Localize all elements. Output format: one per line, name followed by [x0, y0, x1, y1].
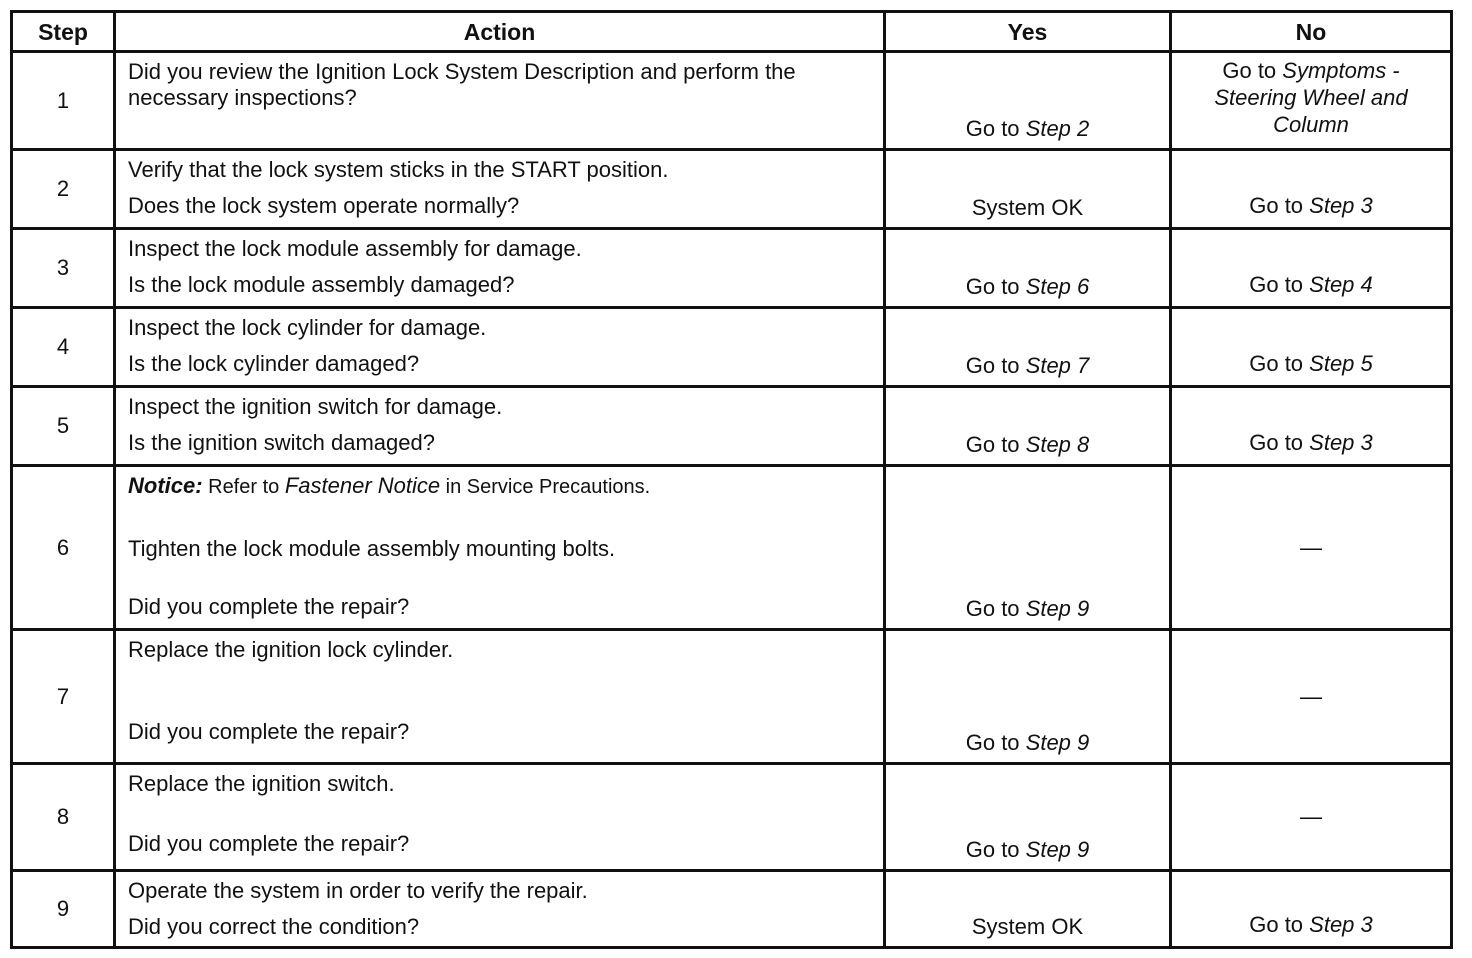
notice-label: Notice:	[128, 473, 203, 498]
no-cell	[1171, 871, 1452, 948]
no-step-link[interactable]: Step 5	[1309, 351, 1373, 376]
yes-prefix: Go to	[965, 353, 1026, 378]
yes-step-link[interactable]: Step 8	[1025, 432, 1090, 457]
step-number: 1	[12, 52, 115, 150]
action-cell	[115, 52, 885, 150]
step-number: 4	[12, 308, 115, 387]
yes-text: System OK	[971, 195, 1084, 220]
no-cell: —	[1171, 764, 1452, 871]
yes-text: System OK	[971, 914, 1084, 939]
no-cell	[1171, 52, 1452, 150]
yes-step-link[interactable]: Step 6	[1025, 274, 1090, 299]
no-prefix: Go to	[1249, 193, 1310, 218]
fastener-notice-link[interactable]: Fastener Notice	[284, 473, 441, 498]
action-cell	[115, 630, 885, 764]
action-cell	[115, 229, 885, 308]
no-step-link[interactable]: Step 3	[1309, 430, 1373, 455]
no-symptoms-link[interactable]: Symptoms -	[1282, 58, 1400, 83]
yes-step-link[interactable]: Step 9	[1025, 730, 1090, 755]
yes-prefix: Go to	[965, 274, 1026, 299]
table-header-row	[12, 12, 1452, 52]
action-question: Did you complete the repair?	[128, 719, 410, 744]
yes-step-link[interactable]: Step 2	[1025, 116, 1090, 141]
notice-text: Refer to	[202, 476, 285, 498]
action-question: Did you correct the condition?	[128, 914, 420, 939]
yes-cell	[885, 630, 1171, 764]
yes-cell	[885, 308, 1171, 387]
header-action: Action	[115, 12, 885, 52]
table-row	[12, 466, 1452, 630]
yes-cell	[885, 52, 1171, 150]
action-text: Tighten the lock module assembly mounting bolts.	[128, 536, 616, 561]
yes-step-link[interactable]: Step 7	[1025, 353, 1090, 378]
action-cell	[115, 466, 885, 630]
table-row	[12, 630, 1452, 764]
yes-prefix: Go to	[965, 730, 1026, 755]
action-text: Operate the system in order to verify the repair.	[128, 878, 588, 903]
action-text: Verify that the lock system sticks in the START position.	[128, 157, 669, 182]
yes-prefix: Go to	[965, 432, 1026, 457]
step-number: 6	[12, 466, 115, 630]
notice-line	[128, 473, 873, 500]
action-text: Inspect the lock cylinder for damage.	[128, 315, 487, 340]
action-text: Replace the ignition lock cylinder.	[128, 637, 454, 662]
table-row	[12, 308, 1452, 387]
table-row	[12, 871, 1452, 948]
yes-prefix: Go to	[965, 837, 1026, 862]
step-number: 8	[12, 764, 115, 871]
action-cell	[115, 764, 885, 871]
notice-text-tail: in Service Precautions.	[440, 476, 651, 498]
no-prefix: Go to	[1249, 351, 1310, 376]
yes-cell	[885, 764, 1171, 871]
action-text: Replace the ignition switch.	[128, 771, 395, 796]
yes-step-link[interactable]: Step 9	[1025, 596, 1090, 621]
step-number: 2	[12, 150, 115, 229]
no-cell	[1171, 229, 1452, 308]
action-question: Did you complete the repair?	[128, 594, 410, 619]
action-text: Inspect the ignition switch for damage.	[128, 394, 503, 419]
action-text: Inspect the lock module assembly for damage.	[128, 236, 582, 261]
yes-cell	[885, 871, 1171, 948]
no-step-link[interactable]: Step 3	[1309, 912, 1373, 937]
action-question: Does the lock system operate normally?	[128, 193, 520, 218]
table-row	[12, 229, 1452, 308]
step-number: 3	[12, 229, 115, 308]
table-row	[12, 150, 1452, 229]
table-row	[12, 52, 1452, 150]
diagnostic-table	[10, 10, 1453, 949]
no-prefix: Go to	[1249, 272, 1310, 297]
action-cell	[115, 871, 885, 948]
no-prefix: Go to	[1249, 912, 1310, 937]
yes-cell	[885, 466, 1171, 630]
no-prefix: Go to	[1222, 58, 1283, 83]
diagnostic-table-wrapper	[10, 10, 1453, 949]
no-cell	[1171, 387, 1452, 466]
no-cell	[1171, 308, 1452, 387]
no-cell: —	[1171, 466, 1452, 630]
action-cell	[115, 150, 885, 229]
no-symptoms-link-line3[interactable]: Column	[1273, 112, 1349, 137]
no-cell: —	[1171, 630, 1452, 764]
table-row	[12, 387, 1452, 466]
yes-prefix: Go to	[965, 596, 1026, 621]
table-row	[12, 764, 1452, 871]
no-prefix: Go to	[1249, 430, 1310, 455]
action-question: Is the lock cylinder damaged?	[128, 351, 420, 376]
no-step-link[interactable]: Step 3	[1309, 193, 1373, 218]
yes-step-link[interactable]: Step 9	[1025, 837, 1090, 862]
header-step: Step	[12, 12, 115, 52]
action-question: Is the ignition switch damaged?	[128, 430, 435, 455]
yes-cell	[885, 387, 1171, 466]
yes-cell	[885, 229, 1171, 308]
no-cell	[1171, 150, 1452, 229]
action-cell	[115, 308, 885, 387]
header-no: No	[1171, 12, 1452, 52]
action-text: Did you review the Ignition Lock System Description and perform the necessary inspections?	[128, 59, 796, 110]
no-step-link[interactable]: Step 4	[1309, 272, 1373, 297]
step-number: 7	[12, 630, 115, 764]
yes-prefix: Go to	[965, 116, 1026, 141]
yes-cell	[885, 150, 1171, 229]
action-question: Did you complete the repair?	[128, 831, 410, 856]
no-symptoms-link-line2[interactable]: Steering Wheel and	[1214, 85, 1408, 110]
header-yes: Yes	[885, 12, 1171, 52]
step-number: 9	[12, 871, 115, 948]
action-cell	[115, 387, 885, 466]
step-number: 5	[12, 387, 115, 466]
action-question: Is the lock module assembly damaged?	[128, 272, 515, 297]
